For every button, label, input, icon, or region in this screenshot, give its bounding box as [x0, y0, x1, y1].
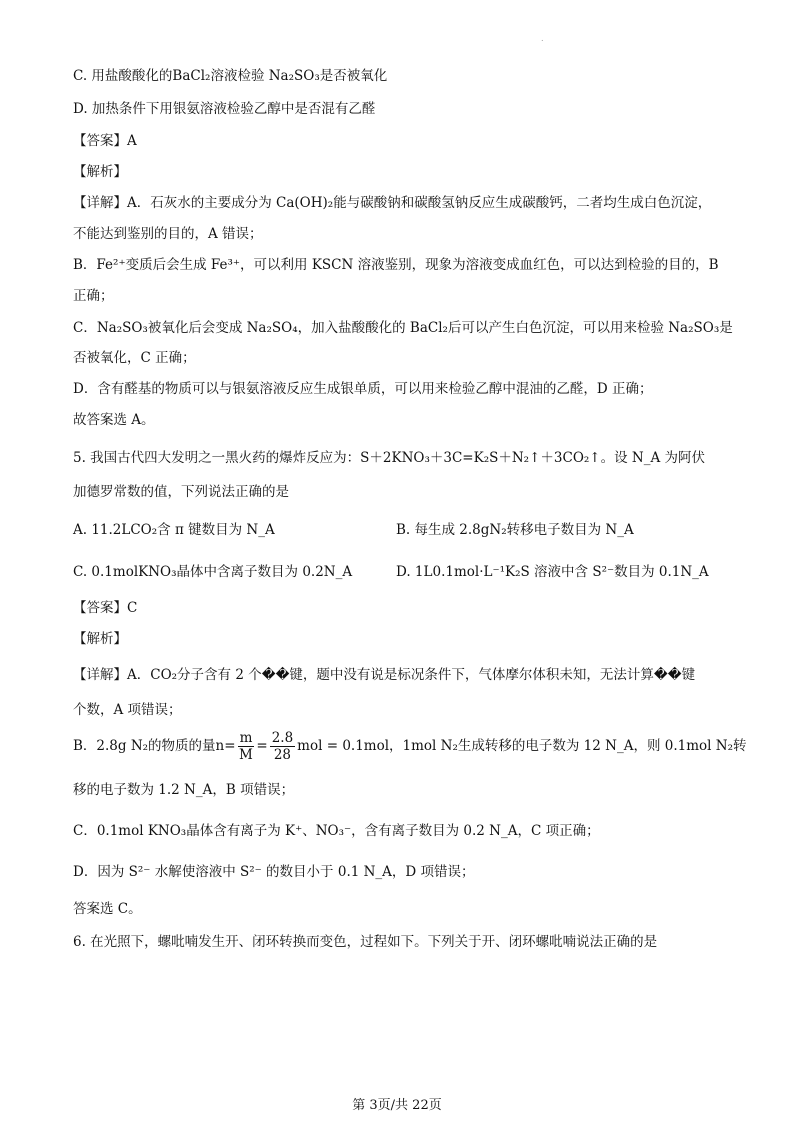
answer-label-4: 【答案】A [73, 133, 137, 149]
equals-sign: = [256, 738, 268, 754]
conclusion-4: 故答案选 A。 [73, 412, 155, 428]
conclusion-5: 答案选 C。 [73, 901, 142, 917]
analysis-label-5: 【解析】 [73, 631, 127, 647]
detail-5-b-part1: B．2.8g N₂的物质的量n= [73, 738, 236, 754]
option-5-d: D. 1L0.1mol·L⁻¹K₂S 溶液中含 S²⁻数目为 0.1N_A [396, 564, 709, 580]
question-5-stem-cont: 加德罗常数的值，下列说法正确的是 [73, 484, 289, 500]
answer-label-5: 【答案】C [73, 600, 138, 616]
option-5-b: B. 每生成 2.8gN₂转移电子数目为 N_A [396, 522, 634, 538]
detail-4-c-cont: 否被氧化，C 正确； [73, 350, 196, 366]
detail-5-b-cont: 移的电子数为 1.2 N_A，B 项错误； [73, 782, 295, 798]
fraction-numerator: m [239, 730, 253, 746]
detail-5-b [73, 728, 746, 764]
fraction-2-8-over-28 [270, 730, 295, 763]
detail-4-b: B．Fe²⁺变质后会生成 Fe³⁺，可以利用 KSCN 溶液鉴别，现象为溶液变成血红色，可以达到检验的目的，B [73, 257, 719, 273]
detail-4-d: D．含有醛基的物质可以与银氨溶液反应生成银单质，可以用来检验乙醇中混油的乙醛，D 正确； [73, 381, 653, 397]
detail-4-a: 【详解】A．石灰水的主要成分为 Ca(OH)₂能与碳酸钠和碳酸氢钠反应生成碳酸钙，二者均生成白色沉淀， [73, 195, 712, 211]
detail-4-a-cont: 不能达到鉴别的目的，A 错误； [73, 226, 263, 242]
detail-4-c: C．Na₂SO₃被氧化后会变成 Na₂SO₄，加入盐酸酸化的 BaCl₂后可以产生白色沉淀，可以用来检验 Na₂SO₃是 [73, 320, 733, 336]
detail-5-a-cont: 个数，A 项错误； [73, 702, 182, 718]
fraction-denominator: M [239, 747, 253, 763]
top-mark: . [541, 34, 544, 43]
detail-5-a: 【详解】A．CO₂分子含有 2 个��键，题中没有说是标况条件下，气体摩尔体积未知，无法计算��键 [73, 667, 696, 683]
fraction-denominator: 28 [273, 747, 292, 763]
option-5-c: C. 0.1molKNO₃晶体中含离子数目为 0.2N_A [73, 564, 353, 580]
option-c-prev: C. 用盐酸酸化的BaCl₂溶液检验 Na₂SO₃是否被氧化 [73, 68, 388, 84]
option-d-prev: D. 加热条件下用银氨溶液检验乙醇中是否混有乙醛 [73, 101, 376, 117]
fraction-m-over-M [238, 730, 255, 763]
detail-4-b-cont: 正确； [73, 288, 114, 304]
question-6-stem: 6. 在光照下，螺吡喃发生开、闭环转换而变色，过程如下。下列关于开、闭环螺吡喃说法正确的是 [73, 934, 658, 950]
analysis-label-4: 【解析】 [73, 164, 127, 180]
detail-5-d: D．因为 S²⁻ 水解使溶液中 S²⁻ 的数目小于 0.1 N_A，D 项错误； [73, 864, 475, 880]
page-footer: 第 3页/共 22页 [352, 1098, 442, 1113]
option-5-a: A. 11.2LCO₂含 π 键数目为 N_A [73, 522, 275, 538]
detail-5-c: C．0.1mol KNO₃晶体含有离子为 K⁺、NO₃⁻，含有离子数目为 0.2 N_A，C 项正确； [73, 823, 600, 839]
question-5-stem: 5. 我国古代四大发明之一黑火药的爆炸反应为：S＋2KNO₃＋3C=K₂S＋N₂↑＋3CO₂↑。设 N_A 为阿伏 [73, 450, 706, 466]
detail-5-b-part2: mol = 0.1mol，1mol N₂生成转移的电子数为 12 N_A，则 0.1mol N₂转 [297, 738, 747, 754]
fraction-numerator: 2.8 [271, 730, 294, 746]
